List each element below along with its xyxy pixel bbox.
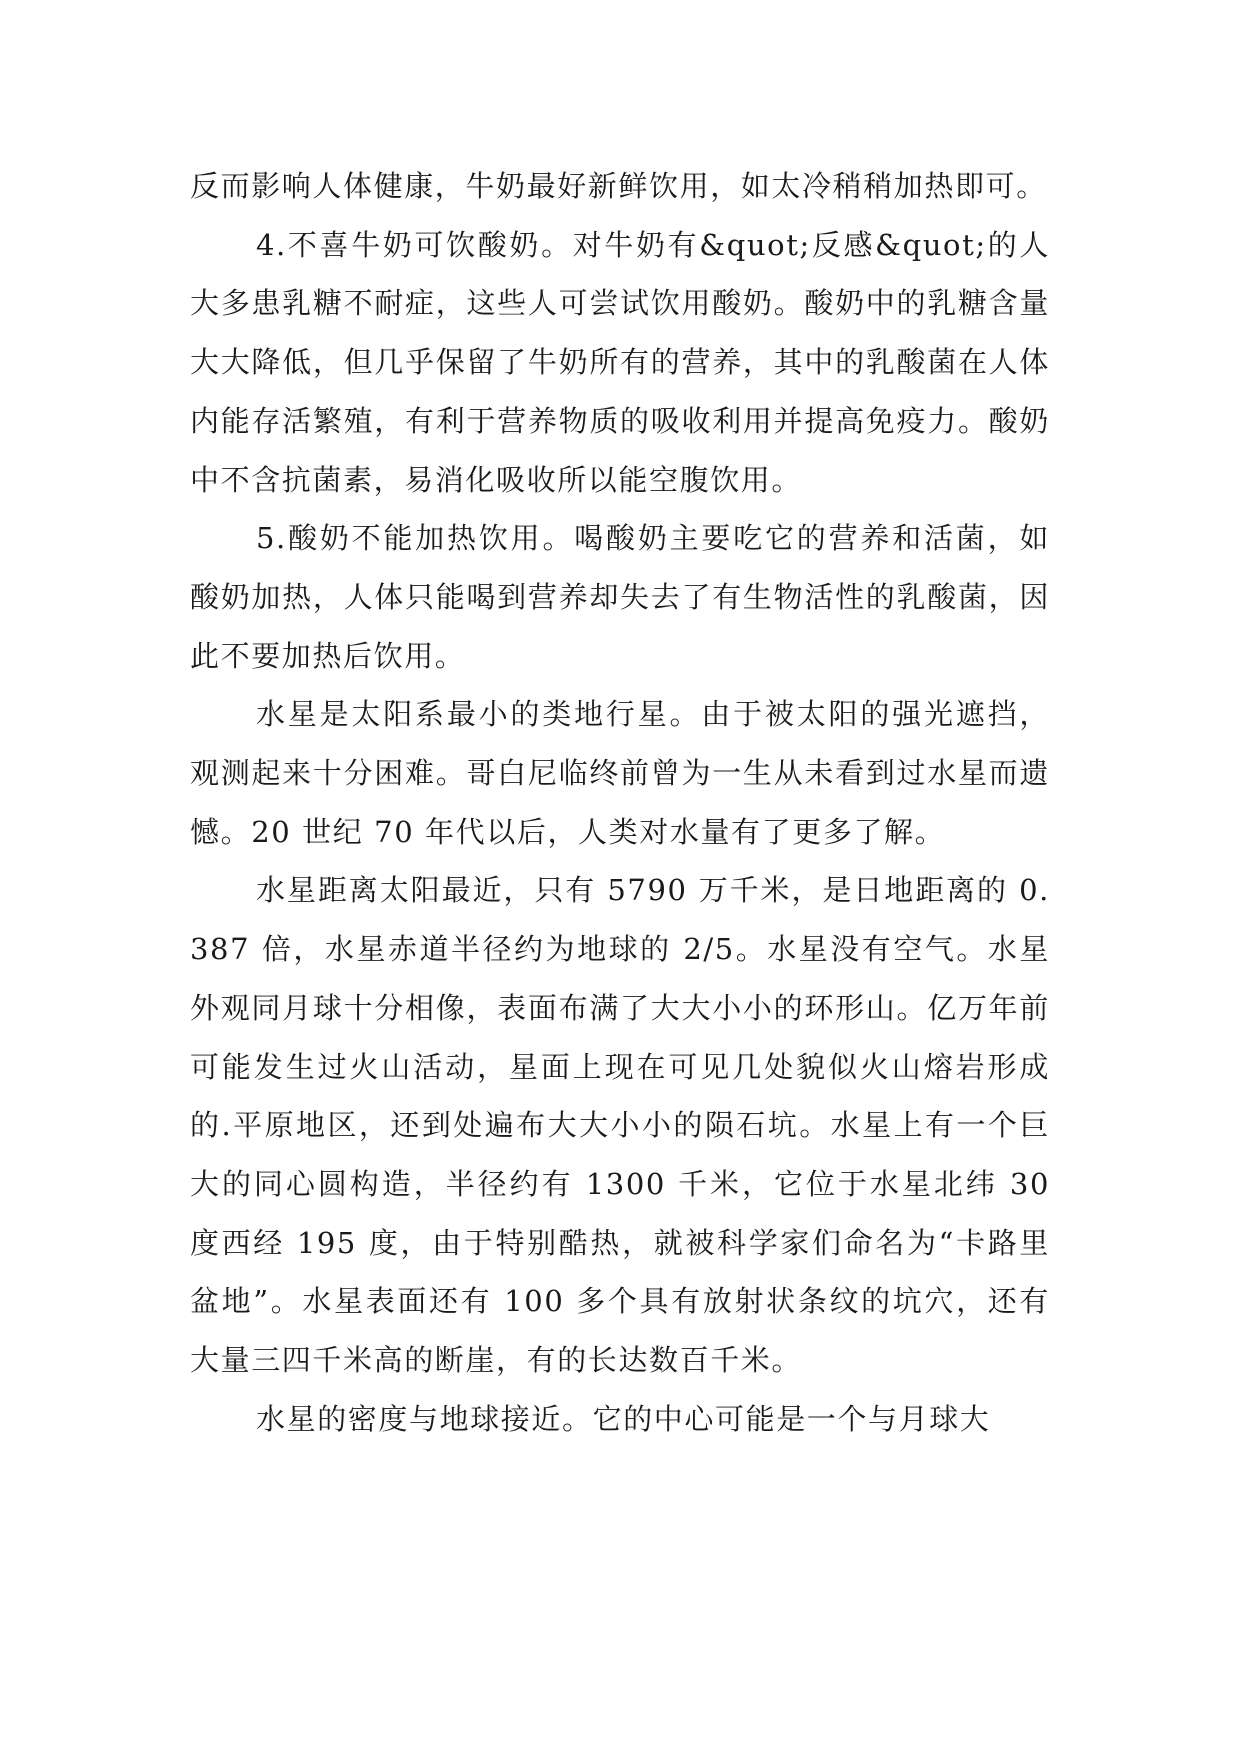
- paragraph-mercury-surface: 水星距离太阳最近，只有 5790 万千米，是日地距离的 0.387 倍，水星赤道半径约为地球的 2/5。水星没有空气。水星外观同月球十分相像，表面布满了大大小小的环形山。亿万年前可能发生过火山活动，星面上现在可见几处貌似火山熔岩形成的.平原地区，还到处遍布大大小小的陨石坑。水星上有一个巨大的同心圆构造，半径约有 1300 千米，它位于水星北纬 30 度西经 195 度，由于特别酷热，就被科学家们命名为“卡路里盆地”。水星表面还有 100 多个具有放射状条纹的坑穴，还有大量三四千米高的断崖，有的长达数百千米。: [190, 873, 1050, 1378]
- paragraph-mercury-intro: 水星是太阳系最小的类地行星。由于被太阳的强光遮挡，观测起来十分困难。哥白尼临终前曾为一生从未看到过水星而遗憾。20 世纪 70 年代以后，人类对水量有了更多了解。: [190, 697, 1050, 849]
- paragraph-yogurt-tip-4: 4.不喜牛奶可饮酸奶。对牛奶有&quot;反感&quot;的人大多患乳糖不耐症，这些人可尝试饮用酸奶。酸奶中的乳糖含量大大降低，但几乎保留了牛奶所有的营养，其中的乳酸菌在人体内能存活繁殖，有利于营养物质的吸收利用并提高免疫力。酸奶中不含抗菌素，易消化吸收所以能空腹饮用。: [190, 227, 1050, 497]
- paragraph-yogurt-tip-5: 5.酸奶不能加热饮用。喝酸奶主要吃它的营养和活菌，如酸奶加热，人体只能喝到营养却失去了有生物活性的乳酸菌，因此不要加热后饮用。: [190, 521, 1050, 673]
- paragraph-mercury-density: 水星的密度与地球接近。它的中心可能是一个与月球大: [256, 1401, 991, 1436]
- paragraph-milk-continued: 反而影响人体健康，牛奶最好新鲜饮用，如太冷稍稍加热即可。: [190, 169, 1047, 203]
- body-text: [190, 157, 1050, 1448]
